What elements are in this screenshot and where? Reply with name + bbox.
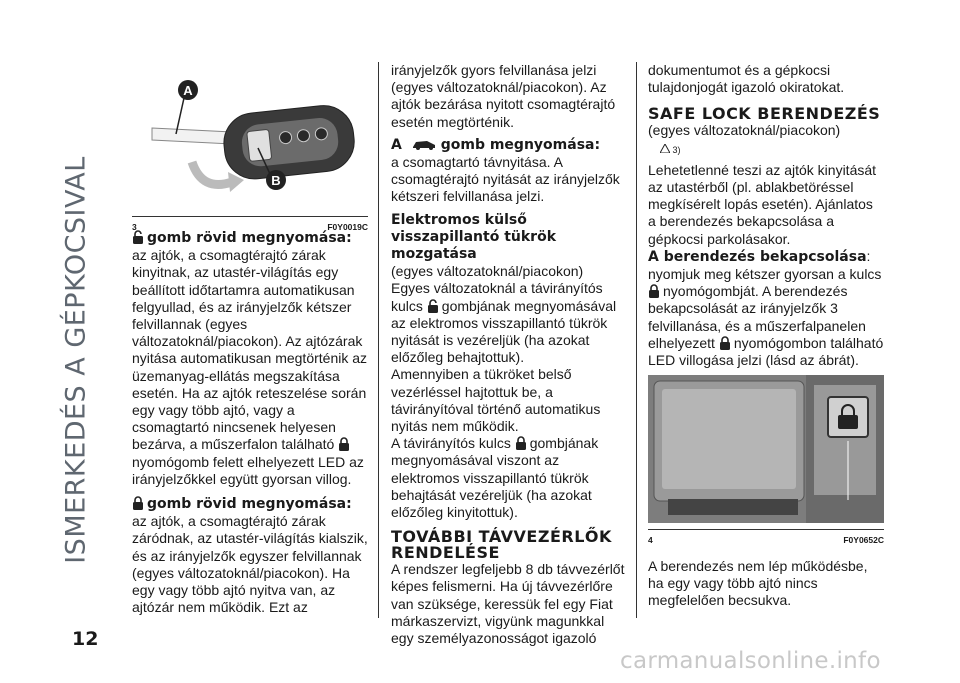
paragraph-additional-remotes: A rendszer legfeljebb 8 db távvezérlőt képes felismerni. Ha új távvezérlőre van szüksége, keressük fel egy Fiat márkaszervizt, vigyünk magunkkal egy személyazonosságot igazoló [391,561,625,647]
footer-watermark[interactable]: carmanualsonline.info [620,648,881,674]
paragraph-safe-lock-1: (egyes változatoknál/piacokon) [648,122,841,139]
paragraph-trunk: a csomagtartó távnyitása. A csomagtérajtó nyitását az irányjelzők kétszeri felvillanása jelzi. [391,154,620,205]
figure-code: F0Y0652C [843,535,884,546]
column-1 [132,62,368,616]
label-b: B [271,173,281,188]
paragraph-bottom: A berendezés nem lép működésbe, ha egy vagy több ajtó nincs megfelelően becsukva. [648,557,868,609]
heading-mirrors: Elektromos külső visszapillantó tükrök mozgatása [391,211,557,263]
key-fob-illustration [132,62,368,210]
unlock-icon [427,299,439,313]
heading-additional-remotes: TOVÁBBI TÁVVEZÉRLŐK RENDELÉSE [391,527,612,563]
paragraph-top: irányjelzők gyors felvillanása jelzi (egyes változatoknál/piacokon). Az ajtók bezárása nyitott csomagtérajtó esetén megtörténik. [391,62,616,130]
dashboard-illustration [648,375,884,523]
paragraph-mirrors-3: Amennyiben a tükröket belső vezérléssel hajtottuk be, a távirányítóval történő automatikus nyitás nem működik. [391,366,601,435]
figure-caption [648,529,884,549]
paragraph-mirrors-4: A távirányítós kulcs gombjának megnyomásával viszont az elektromos visszapillantó tükrök behajtását vezéreljük (ha azokat előzőleg kinyitottuk). [391,435,599,521]
label-a: A [183,83,193,98]
lock-icon [515,436,527,450]
lock-button-icon [719,336,731,350]
paragraph-safe-lock-2: Lehetetlenné teszi az ajtók kinyitását az utastérből (pl. ablakbetöréssel megkísérelt lopás esetén). Ajánlatos a berendezés bekapcsolása a gépkocsi parkolásakor. [648,161,877,247]
paragraph-top: dokumentumot és a gépkocsi tulajdonjogát igazoló okiratokat. [648,62,845,96]
paragraph-unlock: az ajtók, a csomagtérajtó zárak kinyitnak, az utastér-világítás egy beállított időtartamra automatikusan felgyullad, és az irányjelzők kétszer felvillannak (egyes változatoknál/piacokon). Az ajtózárak nyitása automatikusan megtörténik az üzemanyag-ellátás megszakítása esetén. Ha az ajtók reteszelése során egy vagy több ajtó, vagy a csomagtartó nincsenek helyesen bezárva, a műszerfalon található nyomógomb felett elhelyezett LED az irányjelzőkkel együtt gyorsan villog. [132,247,368,487]
car-trunk-icon [411,138,437,150]
figure-code: F0Y0019C [327,222,368,233]
figure-caption [132,216,368,236]
paragraph-mirrors-1: (egyes változatoknál/piacokon) [391,263,584,280]
heading-unlock: gomb rövid megnyomása: [132,230,368,247]
page-number: 12 [72,628,99,650]
figure-4 [648,375,884,549]
side-section-title: ISMERKEDÉS A GÉPKOCSIVAL [60,156,92,564]
column-divider [636,62,637,618]
figure-number: 4 [648,535,653,546]
column-2 [391,62,627,647]
warning-triangle-icon [660,144,670,153]
lock-icon [648,284,660,298]
column-3 [648,62,884,609]
lock-button-icon [338,437,350,451]
figure-number: 3 [132,222,137,233]
column-divider [378,62,379,618]
heading-safe-lock: SAFE LOCK BERENDEZÉS [648,104,881,124]
heading-trunk: A gomb megnyomása: [391,136,601,153]
paragraph-mirrors-2: Egyes változatoknál a távirányítós kulcs gombjának megnyomásával az elektromos visszapillantó tükrök nyitását is vezéreljük (ha azokat előzőleg behajtottuk). [391,280,617,366]
figure-3 [132,62,368,233]
paragraph-lock: az ajtók, a csomagtérajtó zárak záródnak, az utastér-világítás kialszik, és az irányjelzők egyszer felvillannak (egyes változatoknál/piacokon). Ha egy vagy több ajtó nyitva van, az ajtózár nem működik. Ezt az [132,513,368,616]
warning-reference: 3) [660,142,884,159]
paragraph-activation: A berendezés bekapcsolása: nyomjuk meg kétszer gyorsan a kulcs nyomógombját. A berendezés bekapcsolását az irányjelzők 3 felvillanása, és a műszerfalpanelen elhelyezett nyomógombon található LED villogása jelzi (lásd az ábrát). [648,247,884,369]
lock-icon [132,496,144,510]
heading-lock: gomb rövid megnyomása: [132,496,368,513]
